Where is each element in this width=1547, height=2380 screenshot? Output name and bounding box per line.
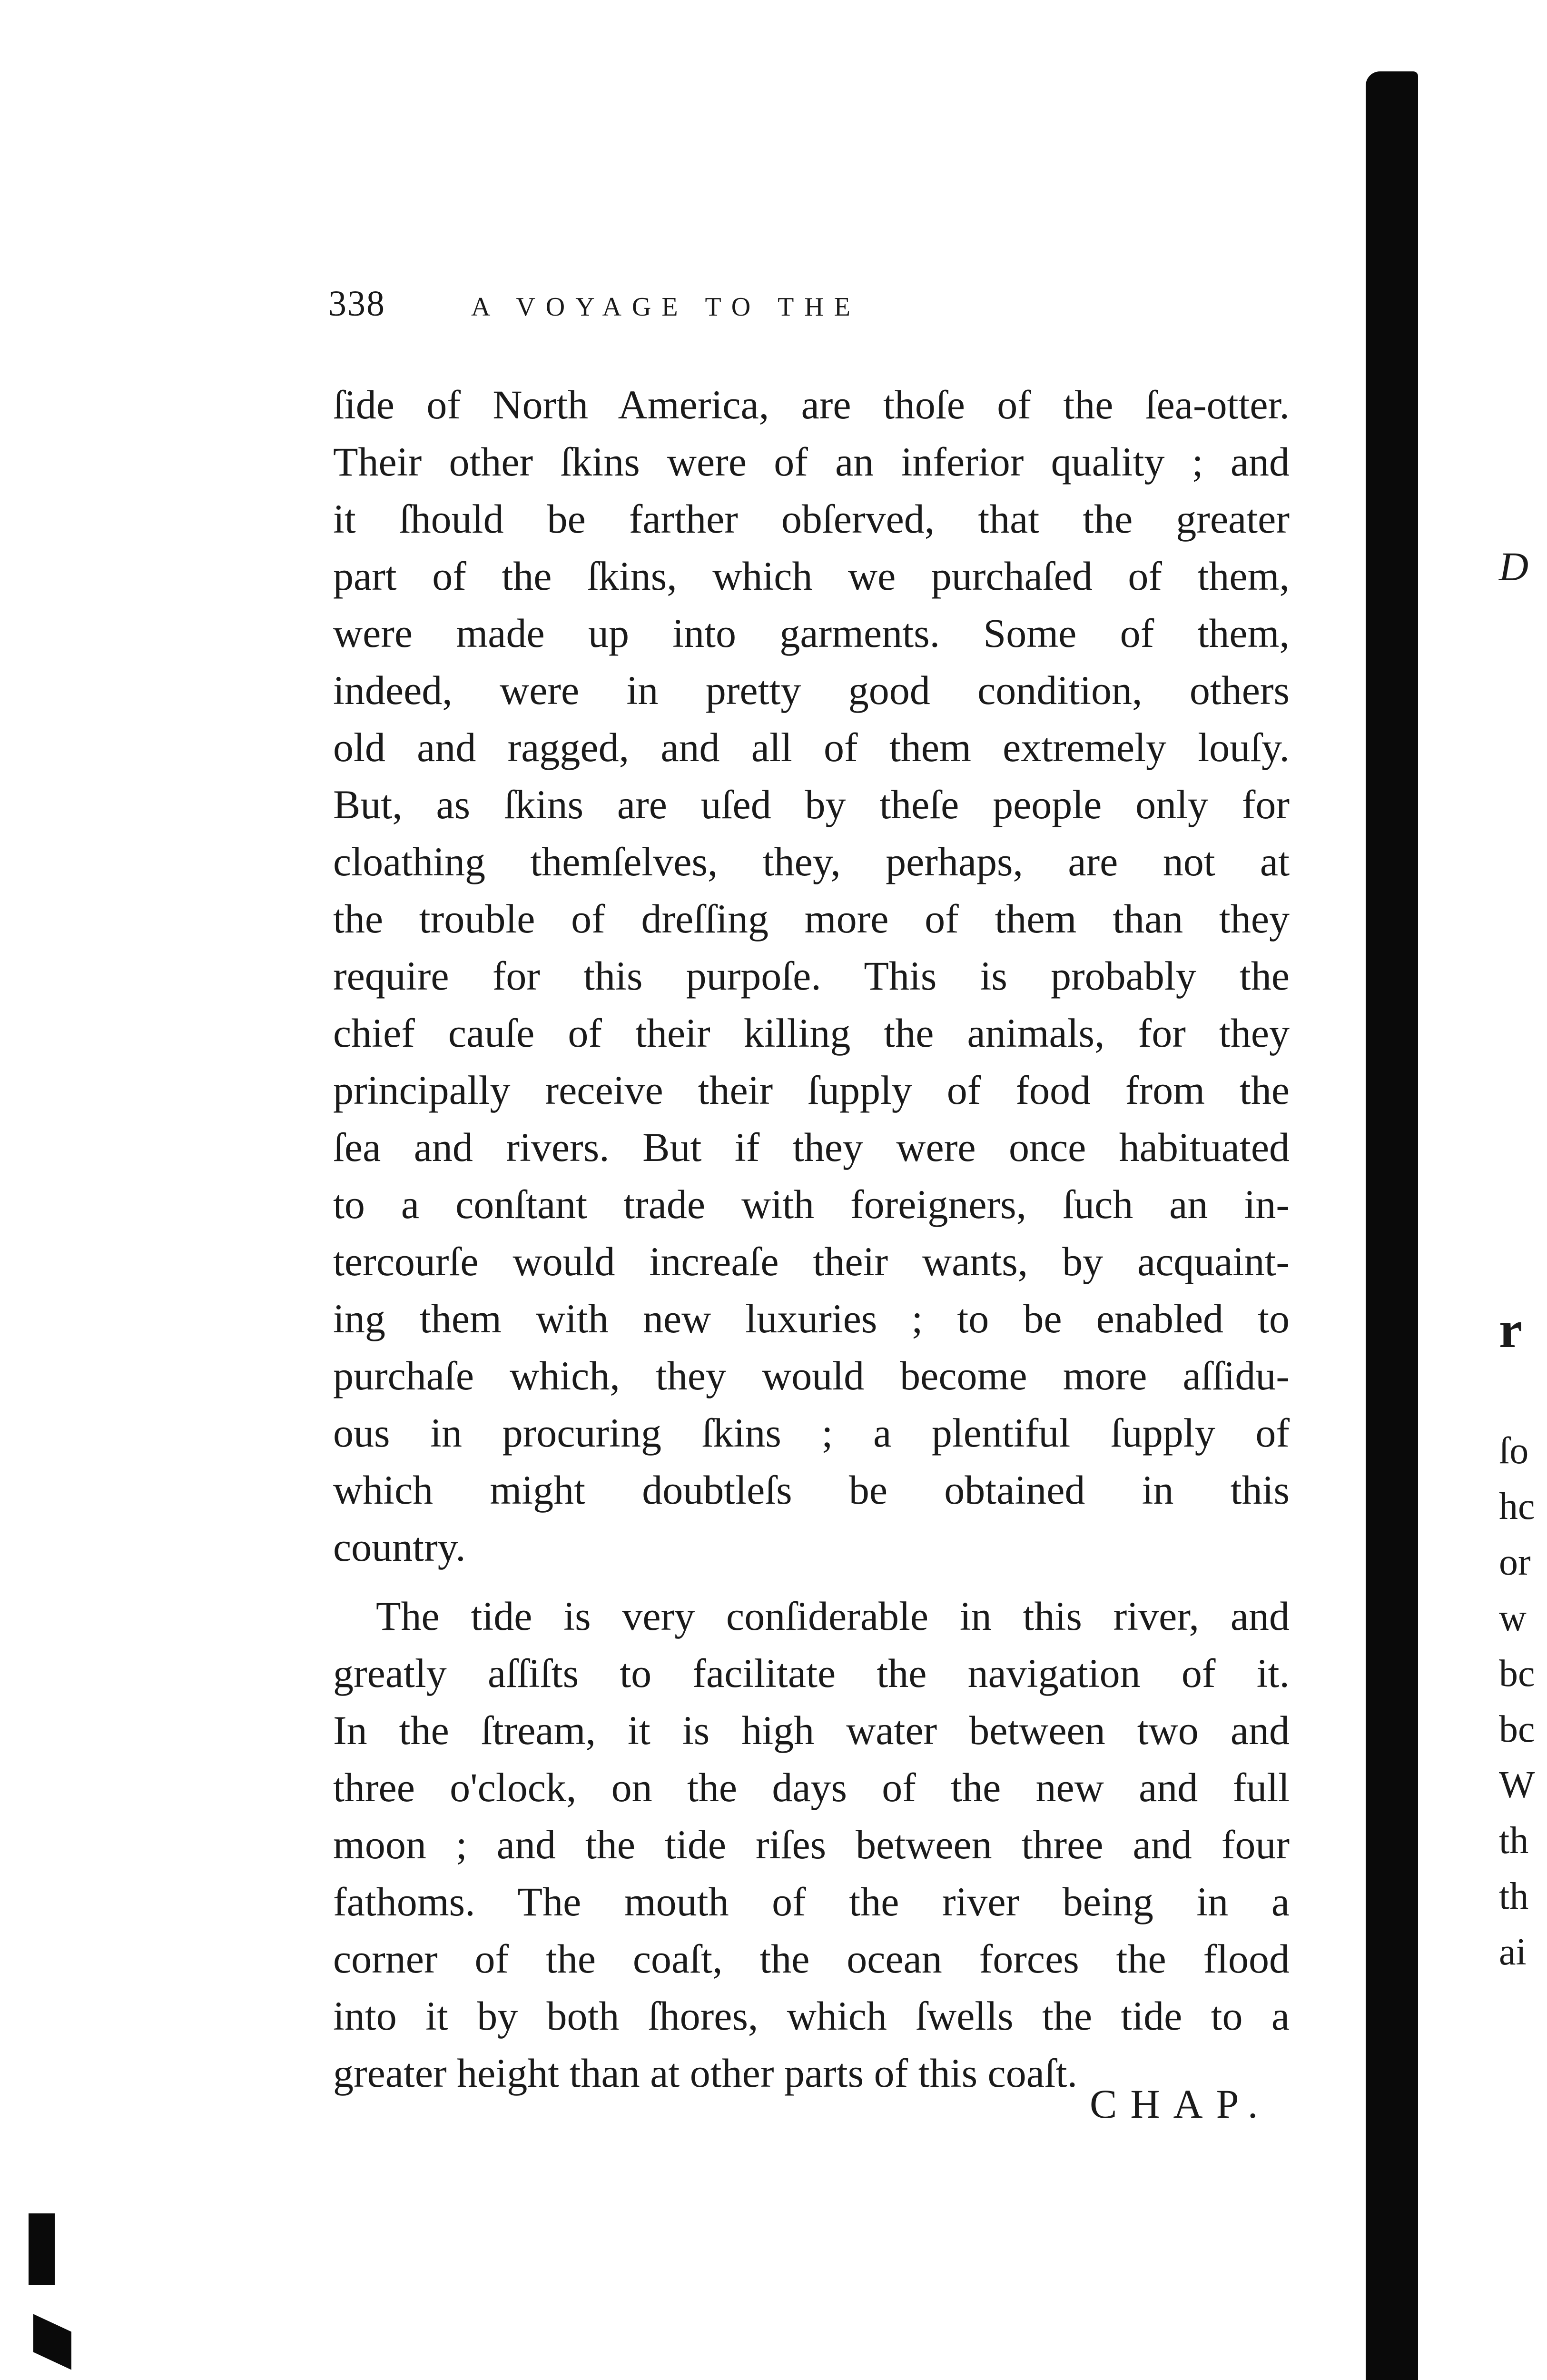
facing-fragment: W (1499, 1764, 1535, 1806)
text-line: greatly aſſiſts to facilitate the navigation of it. (333, 1650, 1290, 1696)
facing-fragment: th (1499, 1820, 1529, 1862)
text-line: chief cauſe of their killing the animals, for they (333, 1010, 1290, 1056)
text-line: were made up into garments. Some of them, (333, 610, 1290, 656)
paragraph-2 (333, 1587, 1290, 2102)
text-line: to a conſtant trade with foreigners, ſuch an in- (333, 1181, 1290, 1227)
text-line: require for this purpoſe. This is probably the (333, 953, 1290, 999)
text-line: fathoms. The mouth of the river being in a (333, 1879, 1290, 1924)
text-line: ſea and rivers. But if they were once habituated (333, 1124, 1290, 1170)
text-line: purchaſe which, they would become more aſſidu- (333, 1353, 1290, 1398)
catchword: CHAP. (1090, 2081, 1271, 2127)
facing-fragment: w (1499, 1597, 1527, 1639)
text-line: But, as ſkins are uſed by theſe people only for (333, 782, 1290, 827)
facing-fragment: hc (1499, 1486, 1535, 1527)
text-line: moon ; and the tide riſes between three and four (333, 1822, 1290, 1867)
text-line: it ſhould be farther obſerved, that the greater (333, 496, 1290, 542)
binding-shadow (1366, 71, 1418, 2380)
facing-page-fragments (1499, 1423, 1535, 1980)
body-text (333, 376, 1290, 2102)
paragraph-1 (333, 376, 1290, 1576)
text-line: The tide is very conſiderable in this river, and (376, 1593, 1290, 1639)
text-line: which might doubtleſs be obtained in this (333, 1467, 1290, 1513)
running-title: A VOYAGE TO THE (471, 292, 861, 322)
text-line: ing them with new luxuries ; to be enabled to (333, 1296, 1290, 1341)
running-head (328, 283, 1042, 331)
text-line: old and ragged, and all of them extremely louſy. (333, 724, 1290, 770)
text-line: indeed, were in pretty good condition, others (333, 667, 1290, 713)
facing-fragment: bc (1499, 1653, 1535, 1695)
text-line: cloathing themſelves, they, perhaps, are not at (333, 839, 1290, 884)
text-line: principally receive their ſupply of food from the (333, 1067, 1290, 1113)
facing-fragment: ſo (1499, 1430, 1529, 1472)
text-line: three o'clock, on the days of the new and full (333, 1765, 1290, 1810)
text-line: the trouble of dreſſing more of them than they (333, 896, 1290, 942)
facing-page-letter: D (1499, 544, 1529, 589)
text-line: country. (333, 1524, 466, 1570)
facing-fragment: or (1499, 1541, 1531, 1583)
facing-fragment: bc (1499, 1708, 1535, 1750)
page-number: 338 (328, 284, 385, 324)
facing-fragment: th (1499, 1875, 1529, 1917)
facing-page-mark: r (1499, 1300, 1522, 1359)
text-line: ous in procuring ſkins ; a plentiful ſupply of (333, 1410, 1290, 1456)
text-line: into it by both ſhores, which ſwells the tide to a (333, 1993, 1290, 2039)
scan-edge-mark (29, 2213, 55, 2285)
text-line: part of the ſkins, which we purchaſed of them, (333, 553, 1290, 599)
facing-fragment: ai (1499, 1931, 1527, 1973)
text-line: ſide of North America, are thoſe of the ſea-otter. (333, 382, 1290, 427)
text-line: greater height than at other parts of this coaſt. (333, 2050, 1078, 2096)
text-line: tercourſe would increaſe their wants, by acquaint- (333, 1239, 1290, 1284)
text-line: In the ſtream, it is high water between two and (333, 1707, 1290, 1753)
text-line: Their other ſkins were of an inferior quality ; and (333, 439, 1290, 485)
text-line: corner of the coaſt, the ocean forces the flood (333, 1936, 1290, 1982)
scan-edge-mark (33, 2314, 71, 2370)
